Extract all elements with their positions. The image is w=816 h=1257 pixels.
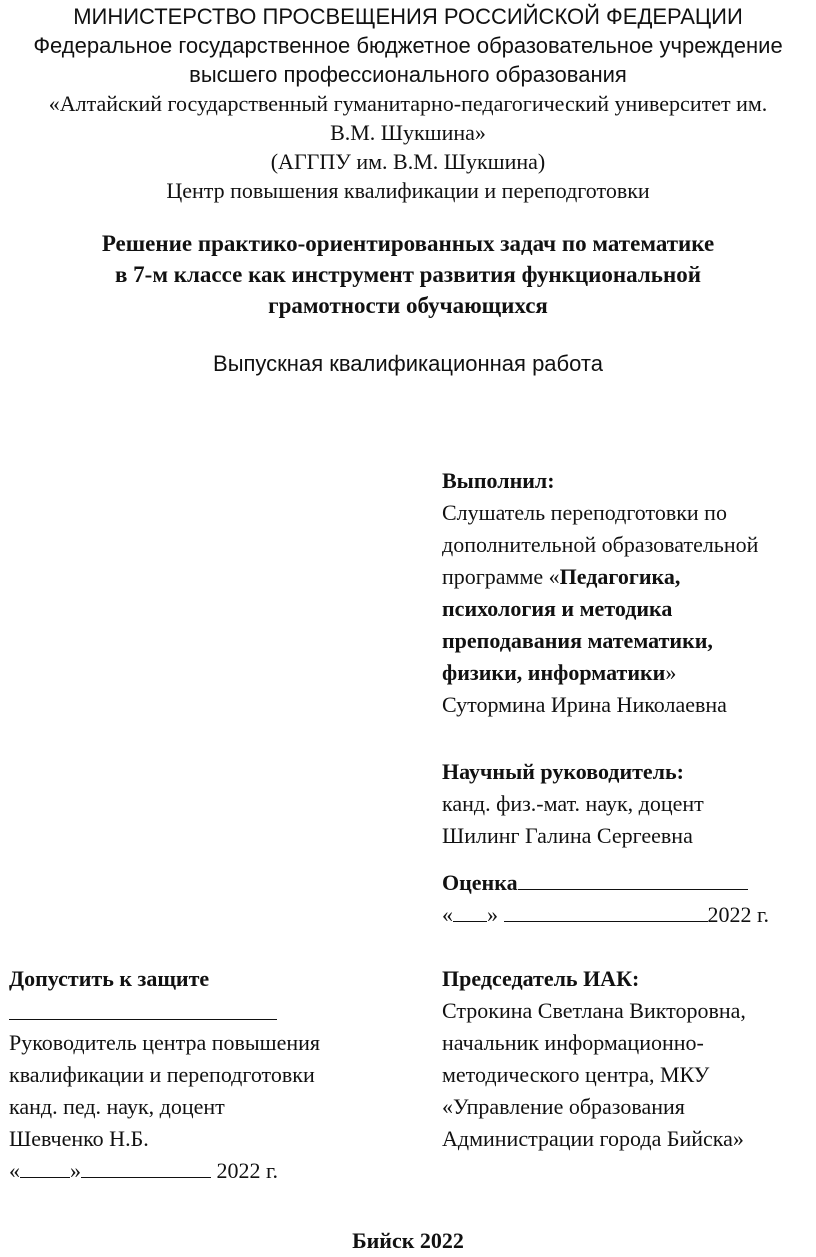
thesis-title (0, 228, 816, 321)
chair-text: начальник информационно- (442, 1030, 704, 1055)
day-field[interactable] (453, 901, 487, 922)
quote: « (442, 902, 453, 927)
chair-text: методического центра, МКУ (442, 1062, 710, 1087)
grade-year: 2022 г. (707, 902, 770, 927)
day-field[interactable] (20, 1157, 70, 1178)
title-line: грамотности обучающихся (268, 293, 548, 318)
header (0, 2, 816, 205)
supervisor-degree: канд. физ.-мат. наук, доцент (442, 791, 704, 816)
program-name: психология и методика (442, 596, 673, 621)
education-level: высшего профессионального образования (189, 62, 627, 87)
performer-name: Сутормина Ирина Николаевна (442, 692, 727, 717)
university-abbr: (АГГПУ им. В.М. Шукшина) (270, 149, 546, 174)
chair-block (442, 963, 746, 1155)
performer-block (442, 465, 758, 721)
admit-text: квалификации и переподготовки (9, 1062, 315, 1087)
institution-type: Федеральное государственное бюджетное образовательное учреждение (33, 33, 783, 58)
quote: » (70, 1158, 81, 1183)
admit-year: 2022 г. (216, 1158, 279, 1183)
university-name: «Алтайский государственный гуманитарно-педагогический университет им. (48, 91, 768, 116)
program-name: преподавания математики, (442, 628, 713, 653)
ministry: МИНИСТЕРСТВО ПРОСВЕЩЕНИЯ РОССИЙСКОЙ ФЕДЕРАЦИИ (73, 4, 743, 29)
performer-text: дополнительной образовательной (442, 532, 759, 557)
quote: « (9, 1158, 20, 1183)
admit-label: Допустить к защите (9, 966, 210, 991)
performer-label: Выполнил: (442, 468, 555, 493)
grade-field[interactable] (518, 869, 748, 890)
title-line: Решение практико-ориентированных задач по математике (101, 231, 715, 256)
city-year: Бийск 2022 (352, 1228, 464, 1253)
center-name: Центр повышения квалификации и переподготовки (166, 178, 650, 203)
month-field[interactable] (504, 901, 708, 922)
month-field[interactable] (81, 1157, 211, 1178)
work-type: Выпускная квалификационная работа (213, 351, 603, 376)
admit-text: Руководитель центра повышения (9, 1030, 321, 1055)
title-line: в 7-м классе как инструмент развития функциональной (115, 262, 701, 287)
program-name: физики, информатики (442, 660, 666, 685)
admit-block (9, 963, 320, 1187)
supervisor-name: Шилинг Галина Сергеевна (442, 823, 693, 848)
chair-text: Администрации города Бийска» (442, 1126, 744, 1151)
chair-label: Председатель ИАК: (442, 966, 640, 991)
program-name: Педагогика, (559, 564, 681, 589)
chair-text: «Управление образования (442, 1094, 685, 1119)
quote: » (487, 902, 498, 927)
performer-text: программе « (442, 564, 560, 589)
signature-field[interactable] (9, 995, 277, 1020)
chair-text: Строкина Светлана Викторовна, (442, 998, 746, 1023)
quote: » (665, 660, 677, 685)
performer-text: Слушатель переподготовки по (442, 500, 727, 525)
grade-label: Оценка (442, 870, 518, 895)
supervisor-label: Научный руководитель: (442, 759, 684, 784)
grade-block (442, 867, 769, 931)
supervisor-block (442, 756, 704, 852)
university-name-cont: В.М. Шукшина» (330, 120, 486, 145)
admit-text: канд. пед. наук, доцент (9, 1094, 225, 1119)
admit-name: Шевченко Н.Б. (9, 1126, 149, 1151)
